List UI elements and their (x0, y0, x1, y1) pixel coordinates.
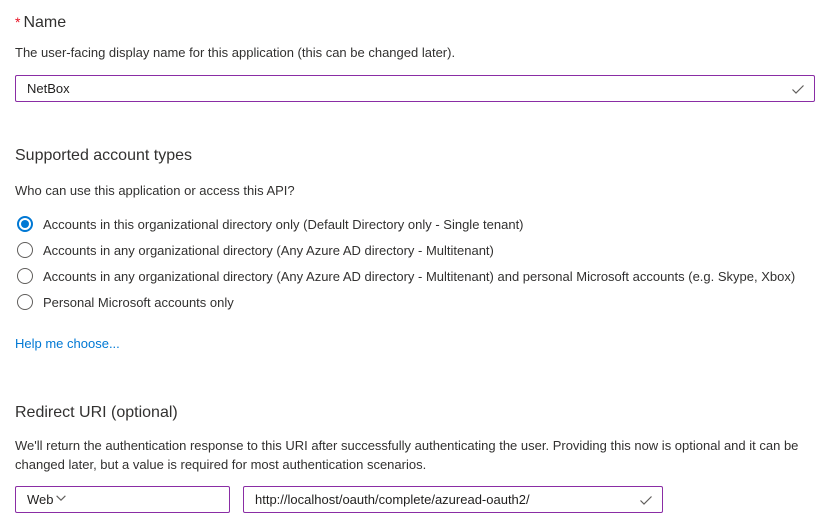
account-types-question: Who can use this application or access this API? (15, 183, 295, 198)
chevron-down-icon (54, 491, 68, 508)
name-section-title (15, 12, 815, 33)
name-input-wrapper (15, 75, 815, 102)
redirect-uri-input-wrapper (243, 486, 663, 513)
redirect-uri-input[interactable] (244, 487, 662, 512)
account-types-title: Supported account types (15, 147, 193, 164)
redirect-uri-title: Redirect URI (optional) (15, 404, 178, 421)
radio-option-multitenant[interactable] (15, 237, 815, 263)
account-types-radio-group (15, 211, 815, 315)
radio-option-single-tenant[interactable] (15, 211, 815, 237)
required-asterisk: * (15, 14, 21, 30)
radio-option-multitenant-personal[interactable] (15, 263, 815, 289)
radio-option-label: Accounts in any organizational directory (Any Azure AD directory - Multitenant) and personal Microsoft accounts (e.g. Skype, Xbox) (43, 268, 796, 284)
help-me-choose-link[interactable]: Help me choose... (15, 336, 120, 351)
name-section-title-text: Name (23, 14, 67, 31)
platform-select-value: Web (27, 492, 54, 507)
radio-button-icon[interactable] (17, 242, 33, 258)
radio-option-label: Accounts in this organizational directory only (Default Directory only - Single tenant) (43, 216, 524, 232)
radio-button-icon[interactable] (17, 216, 33, 232)
radio-option-personal-only[interactable] (15, 289, 815, 315)
account-types-section (15, 145, 815, 353)
name-section (15, 12, 815, 102)
radio-button-icon[interactable] (17, 294, 33, 310)
radio-option-label: Personal Microsoft accounts only (43, 294, 234, 310)
redirect-uri-controls (15, 486, 815, 513)
redirect-uri-section (15, 402, 815, 513)
name-input[interactable] (16, 76, 814, 101)
radio-option-label: Accounts in any organizational directory (Any Azure AD directory - Multitenant) (43, 242, 494, 258)
redirect-uri-description: We'll return the authentication response to this URI after successfully authenticating the user. Providing this now is optional and it can be changed later, but a value is required for most authentication scenarios. (15, 438, 799, 472)
platform-select[interactable] (15, 486, 230, 513)
radio-button-icon[interactable] (17, 268, 33, 284)
name-description: The user-facing display name for this application (this can be changed later). (15, 45, 456, 60)
